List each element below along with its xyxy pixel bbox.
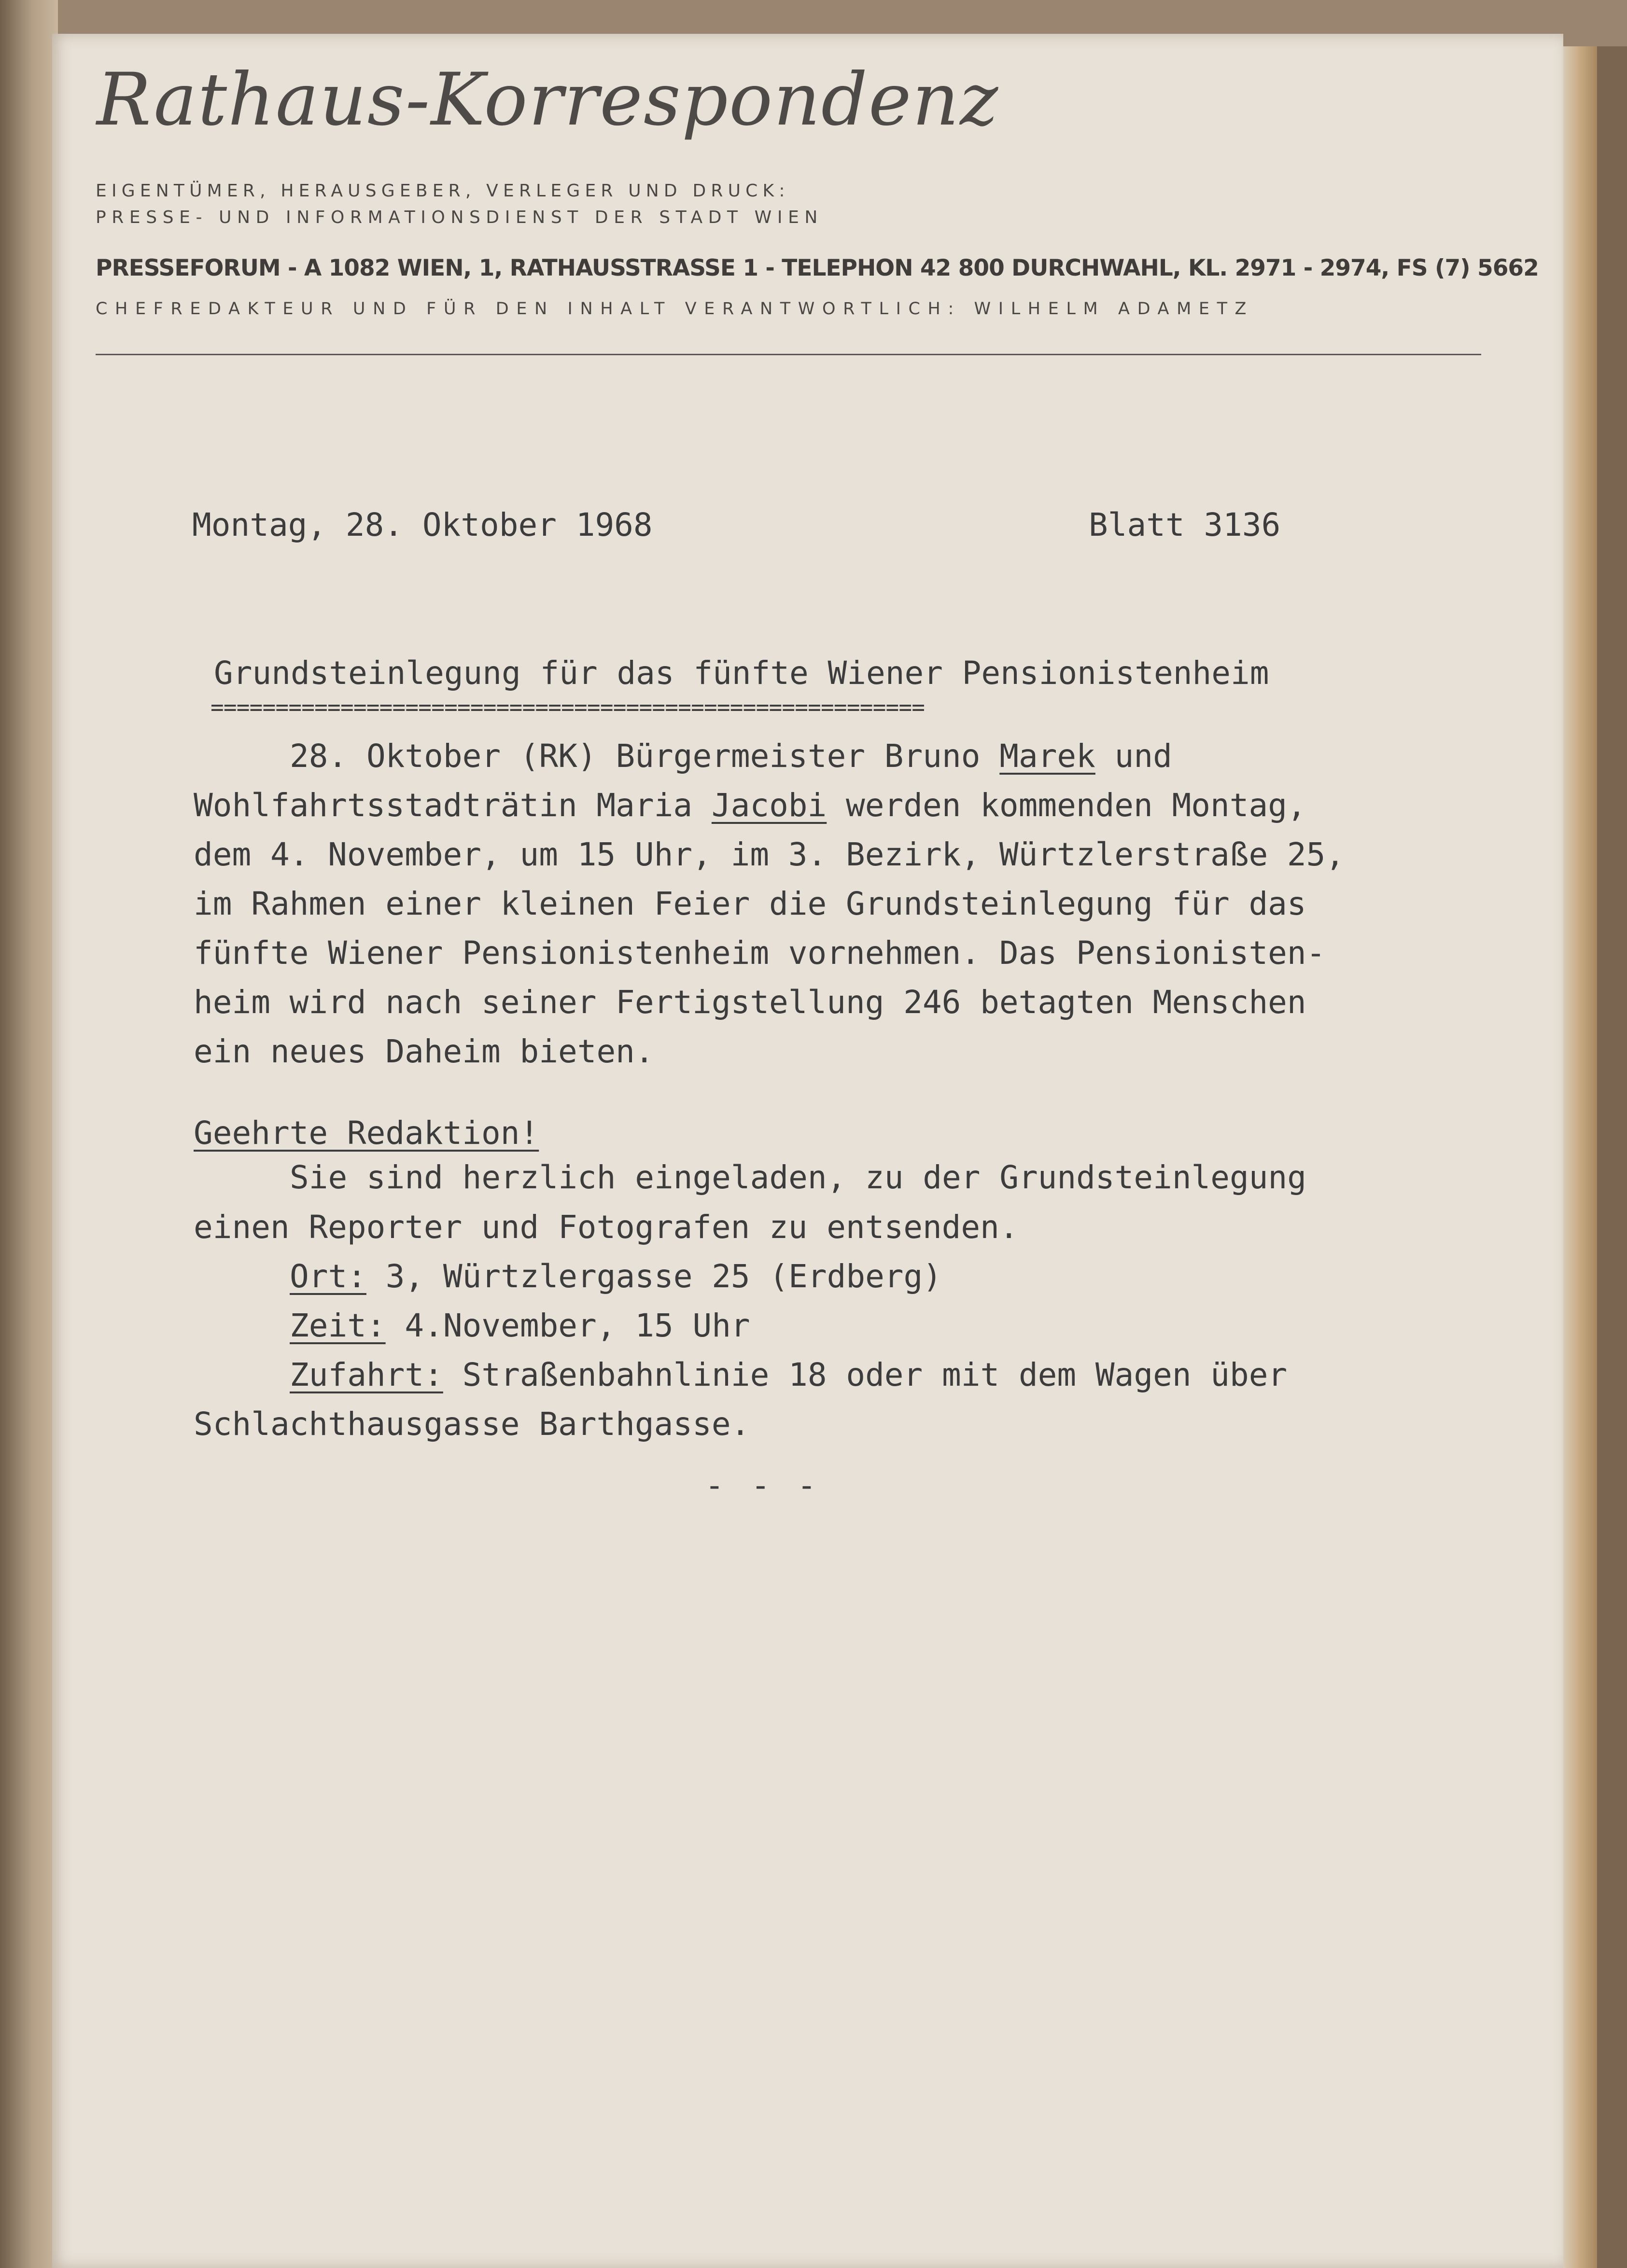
article-line: Wohlfahrtsstadträtin Maria Jacobi werden kommenden Montag,	[194, 787, 1306, 824]
article-line: heim wird nach seiner Fertigstellung 246 betagten Menschen	[194, 984, 1306, 1021]
article-line: fünfte Wiener Pensionistenheim vornehmen. Das Pensionisten-	[194, 934, 1326, 972]
article-line: 28. Oktober (RK) Bürgermeister Bruno Marek und	[290, 737, 1172, 775]
underlined-name: Marek	[999, 737, 1095, 775]
place-line	[290, 1258, 942, 1295]
letterhead-logo: Rathaus-Korrespondenz	[97, 58, 999, 142]
sheet-number: Blatt 3136	[1089, 506, 1281, 543]
access-label: Zufahrt:	[290, 1356, 443, 1393]
letterhead-editor: CHEFREDAKTEUR UND FÜR DEN INHALT VERANTWORTLICH: WILHELM ADAMETZ	[96, 299, 1254, 319]
access-line	[290, 1356, 1288, 1393]
access-line-2: Schlachthausgasse Barthgasse.	[194, 1405, 750, 1443]
binding-background	[1597, 46, 1627, 2268]
letterhead-divider	[96, 354, 1481, 355]
time-line	[290, 1307, 750, 1344]
previous-page-edge	[0, 0, 58, 2268]
invitation-line: Sie sind herzlich eingeladen, zu der Grundsteinlegung	[290, 1159, 1306, 1196]
page-stack-edge	[1563, 46, 1597, 2268]
end-mark: - - -	[705, 1467, 820, 1504]
article-line: im Rahmen einer kleinen Feier die Grundsteinlegung für das	[194, 885, 1306, 922]
time-label: Zeit:	[290, 1307, 386, 1344]
place-value: 3, Würtzlergasse 25 (Erdberg)	[366, 1258, 942, 1295]
letterhead-owner-line-1: EIGENTÜMER, HERAUSGEBER, VERLEGER UND DRUCK:	[96, 181, 790, 201]
salutation: Geehrte Redaktion!	[194, 1114, 539, 1152]
letterhead-owner-line-2: PRESSE- UND INFORMATIONSDIENST DER STADT WIEN	[96, 208, 823, 227]
date-line: Montag, 28. Oktober 1968	[192, 506, 653, 543]
underlined-name: Jacobi	[711, 787, 827, 824]
letterhead-address: PRESSEFORUM - A 1082 WIEN, 1, RATHAUSSTRASSE 1 - TELEPHON 42 800 DURCHWAHL, KL. 2971 - 2974, FS (7) 5662	[96, 255, 1539, 281]
article-line: dem 4. November, um 15 Uhr, im 3. Bezirk, Würtzlerstraße 25,	[194, 836, 1345, 873]
article-headline: Grundsteinlegung für das fünfte Wiener Pensionistenheim	[214, 654, 1269, 692]
time-value: 4.November, 15 Uhr	[385, 1307, 750, 1344]
access-value: Straßenbahnlinie 18 oder mit dem Wagen über	[443, 1356, 1288, 1393]
article-line: ein neues Daheim bieten.	[194, 1033, 654, 1070]
invitation-line: einen Reporter und Fotografen zu entsenden.	[194, 1209, 1019, 1246]
place-label: Ort:	[290, 1258, 366, 1295]
headline-double-rule: =======================================================	[210, 694, 925, 720]
